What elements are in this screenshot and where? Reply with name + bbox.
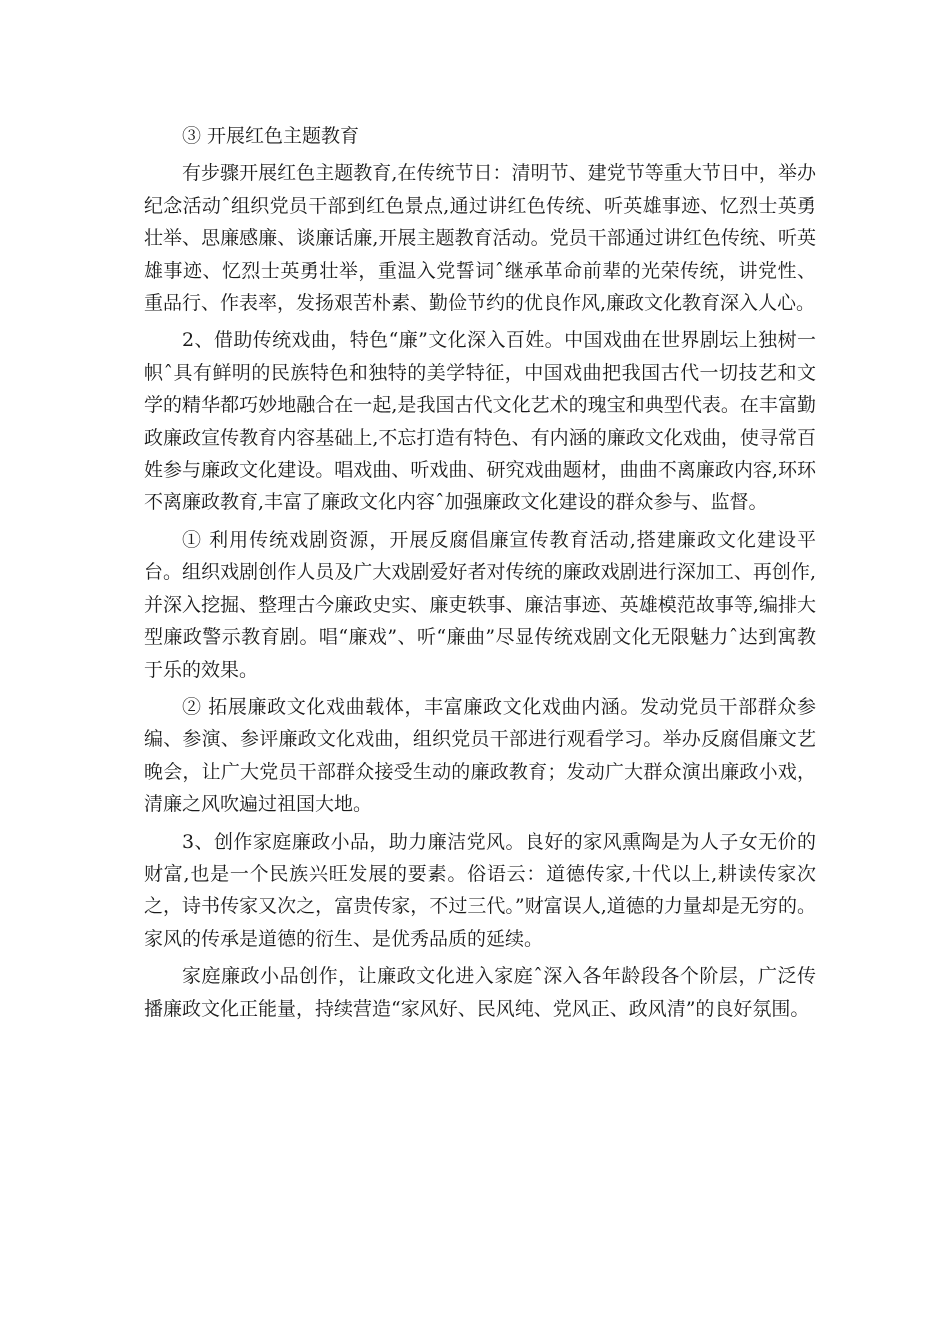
paragraph-opera-resources: ① 利用传统戏剧资源，开展反腐倡廉宣传教育活动,搭建廉政文化建设平台。组织戏剧创作人员及广大戏剧爱好者对传统的廉政戏剧进行深加工、再创作,并深入挖掘、整理古今廉政史实、廉吏轶事、廉洁事迹、英雄模范故事等,编排大型廉政警示教育剧。唱“廉戏”、听“廉曲”尽显传统戏剧文化无限魅力ˆ达到寓教于乐的效果。 <box>144 528 816 681</box>
document-body <box>144 120 816 1030</box>
paragraph-red-education: 有步骤开展红色主题教育,在传统节日：清明节、建党节等重大节日中，举办纪念活动ˆ组织党员干部到红色景点,通过讲红色传统、听英雄事迹、忆烈士英勇壮举、思廉感廉、谈廉话廉,开展主题教育活动。党员干部通过讲红色传统、听英雄事迹、忆烈士英勇壮举，重温入党誓词ˆ继承革命前辈的光荣传统，讲党性、重品行、作表率，发扬艰苦朴素、勤俭节约的优良作风,廉政文化教育深入人心。 <box>144 162 816 315</box>
paragraph-heading-red-education: ③ 开展红色主题教育 <box>182 125 360 147</box>
paragraph-traditional-opera: 2、借助传统戏曲，特色“廉”文化深入百姓。中国戏曲在世界剧坛上独树一帜ˆ具有鲜明的民族特色和独特的美学特征，中国戏曲把我国古代一切技艺和文学的精华都巧妙地融合在一起,是我国古代文化艺术的瑰宝和典型代表。在丰富勤政廉政宣传教育内容基础上,不忘打造有特色、有内涵的廉政文化戏曲，使寻常百姓参与廉政文化建设。唱戏曲、听戏曲、研究戏曲题材，曲曲不离廉政内容,环环不离廉政教育,丰富了廉政文化内容ˆ加强廉政文化建设的群众参与、监督。 <box>144 329 816 514</box>
paragraph-family-culture: 家庭廉政小品创作，让廉政文化进入家庭ˆ深入各年龄段各个阶层，广泛传播廉政文化正能量，持续营造“家风好、民风纯、党风正、政风清”的良好氛围。 <box>144 965 816 1020</box>
paragraph-family-sketches: 3、创作家庭廉政小品，助力廉洁党风。良好的家风熏陶是为人子女无价的财富,也是一个民族兴旺发展的要素。俗语云：道德传家,十代以上,耕读传家次之，诗书传家又次之，富贵传家，不过三代。”财富误人,道德的力量却是无穷的。家风的传承是道德的衍生、是优秀品质的延续。 <box>144 830 816 950</box>
paragraph-opera-carriers: ② 拓展廉政文化戏曲载体，丰富廉政文化戏曲内涵。发动党员干部群众参编、参演、参评廉政文化戏曲，组织党员干部进行观看学习。举办反腐倡廉文艺晚会，让广大党员干部群众接受生动的廉政教育；发动广大群众演出廉政小戏，清廉之风吹遍过祖国大地。 <box>144 695 816 816</box>
